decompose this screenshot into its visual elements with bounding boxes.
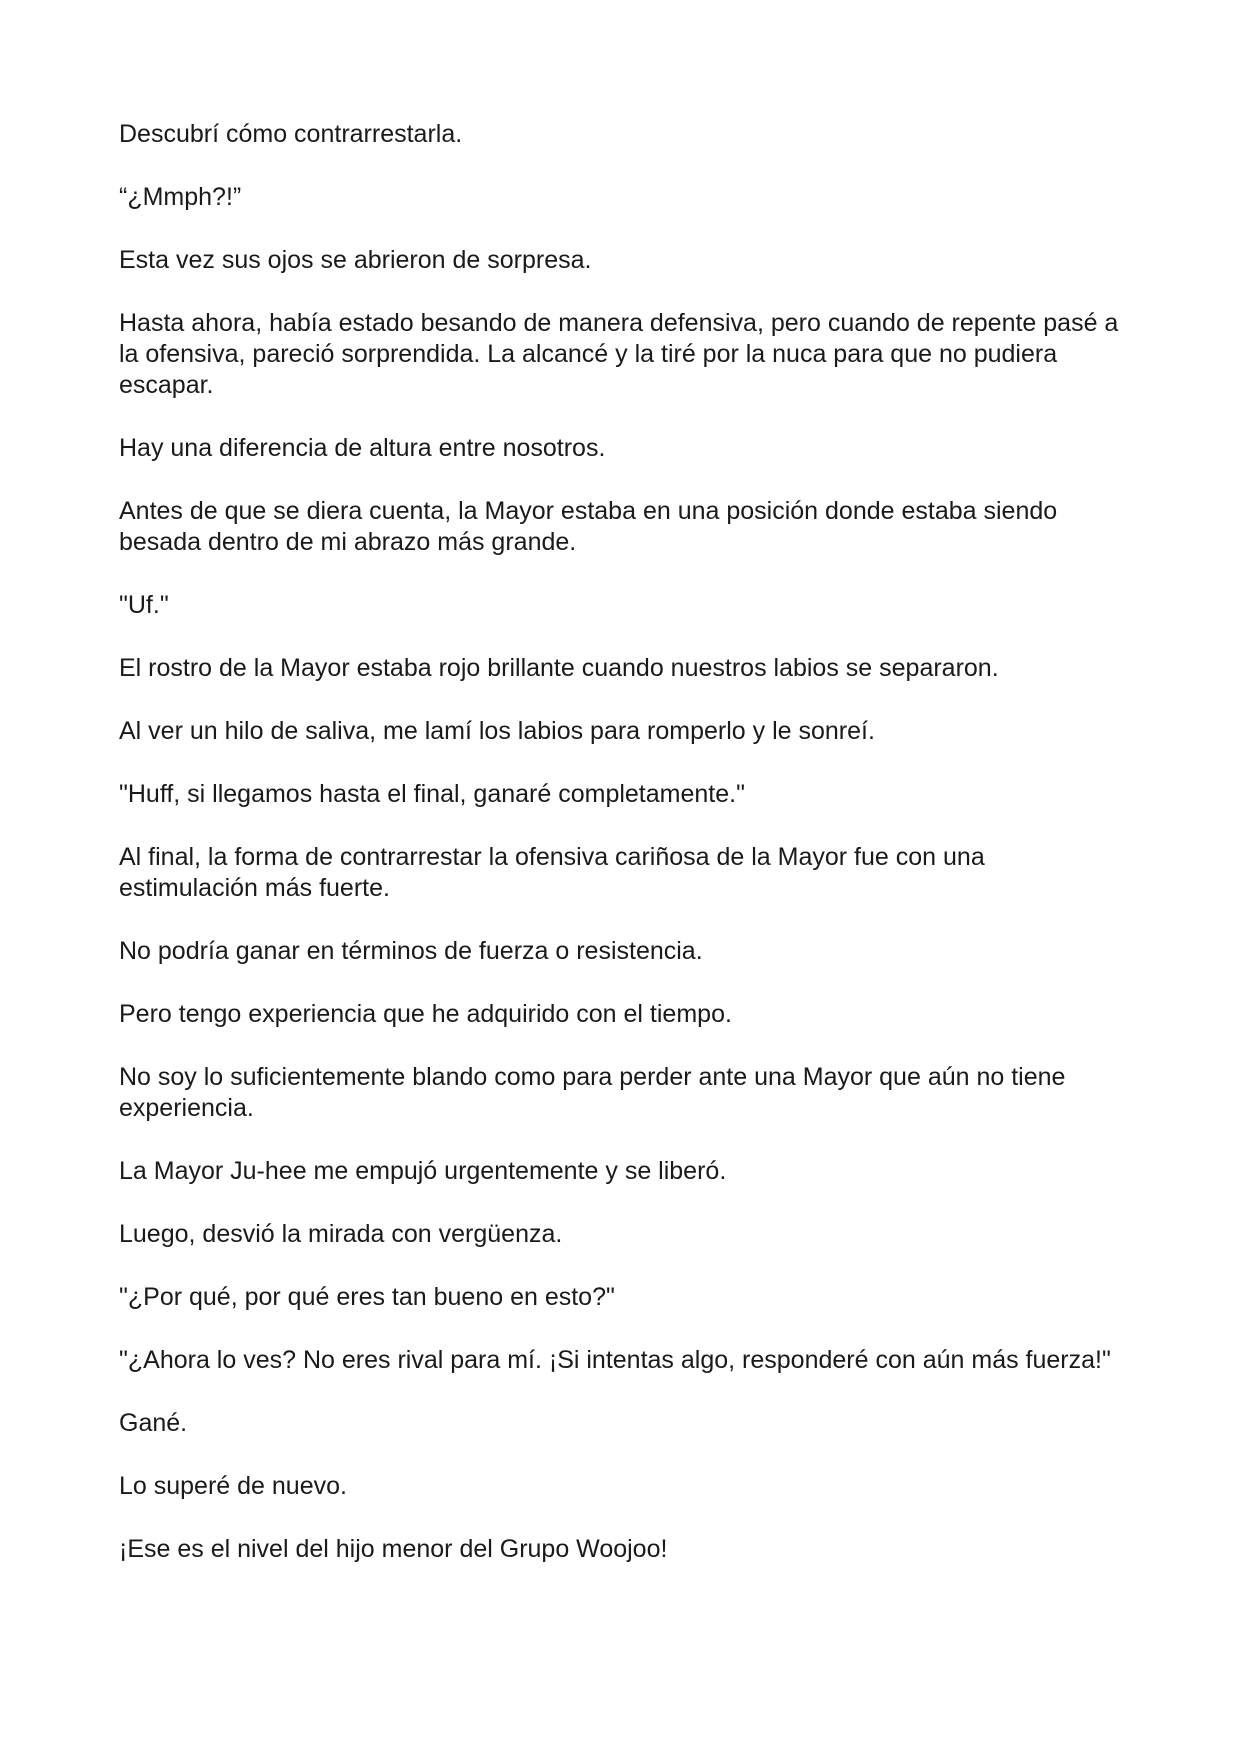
paragraph: Antes de que se diera cuenta, la Mayor estaba en una posición donde estaba siendo besada dentro de mi abrazo más grande. bbox=[119, 497, 1058, 556]
paragraph: Al final, la forma de contrarrestar la ofensiva cariñosa de la Mayor fue con una estimulación más fuerte. bbox=[119, 843, 985, 902]
paragraph: Hay una diferencia de altura entre nosotros. bbox=[119, 434, 606, 462]
paragraph: La Mayor Ju-hee me empujó urgentemente y se liberó. bbox=[119, 1157, 727, 1185]
paragraph: El rostro de la Mayor estaba rojo brillante cuando nuestros labios se separaron. bbox=[119, 654, 999, 682]
paragraph: ¡Ese es el nivel del hijo menor del Grupo Woojoo! bbox=[119, 1535, 668, 1563]
paragraph: Luego, desvió la mirada con vergüenza. bbox=[119, 1220, 563, 1248]
paragraph: "¿Por qué, por qué eres tan bueno en esto?" bbox=[119, 1283, 615, 1311]
paragraph: No podría ganar en términos de fuerza o resistencia. bbox=[119, 937, 703, 965]
paragraph: "Uf." bbox=[119, 591, 169, 619]
paragraph: Al ver un hilo de saliva, me lamí los labios para romperlo y le sonreí. bbox=[119, 717, 875, 745]
document-body bbox=[119, 119, 1129, 1597]
paragraph: Descubrí cómo contrarrestarla. bbox=[119, 120, 463, 148]
paragraph: "Huff, si llegamos hasta el final, ganaré completamente." bbox=[119, 780, 745, 808]
paragraph: No soy lo suficientemente blando como para perder ante una Mayor que aún no tiene experiencia. bbox=[119, 1063, 1066, 1122]
paragraph: Pero tengo experiencia que he adquirido con el tiempo. bbox=[119, 1000, 732, 1028]
paragraph: Lo superé de nuevo. bbox=[119, 1472, 347, 1500]
paragraph: Esta vez sus ojos se abrieron de sorpresa. bbox=[119, 246, 592, 274]
paragraph: Hasta ahora, había estado besando de manera defensiva, pero cuando de repente pasé a la ofensiva, pareció sorprendida. La alcancé y la tiré por la nuca para que no pudiera escapar. bbox=[119, 309, 1119, 399]
paragraph: “¿Mmph?!” bbox=[119, 183, 242, 211]
paragraph: "¿Ahora lo ves? No eres rival para mí. ¡Si intentas algo, responderé con aún más fuerza!" bbox=[119, 1346, 1111, 1374]
paragraph: Gané. bbox=[119, 1409, 188, 1437]
